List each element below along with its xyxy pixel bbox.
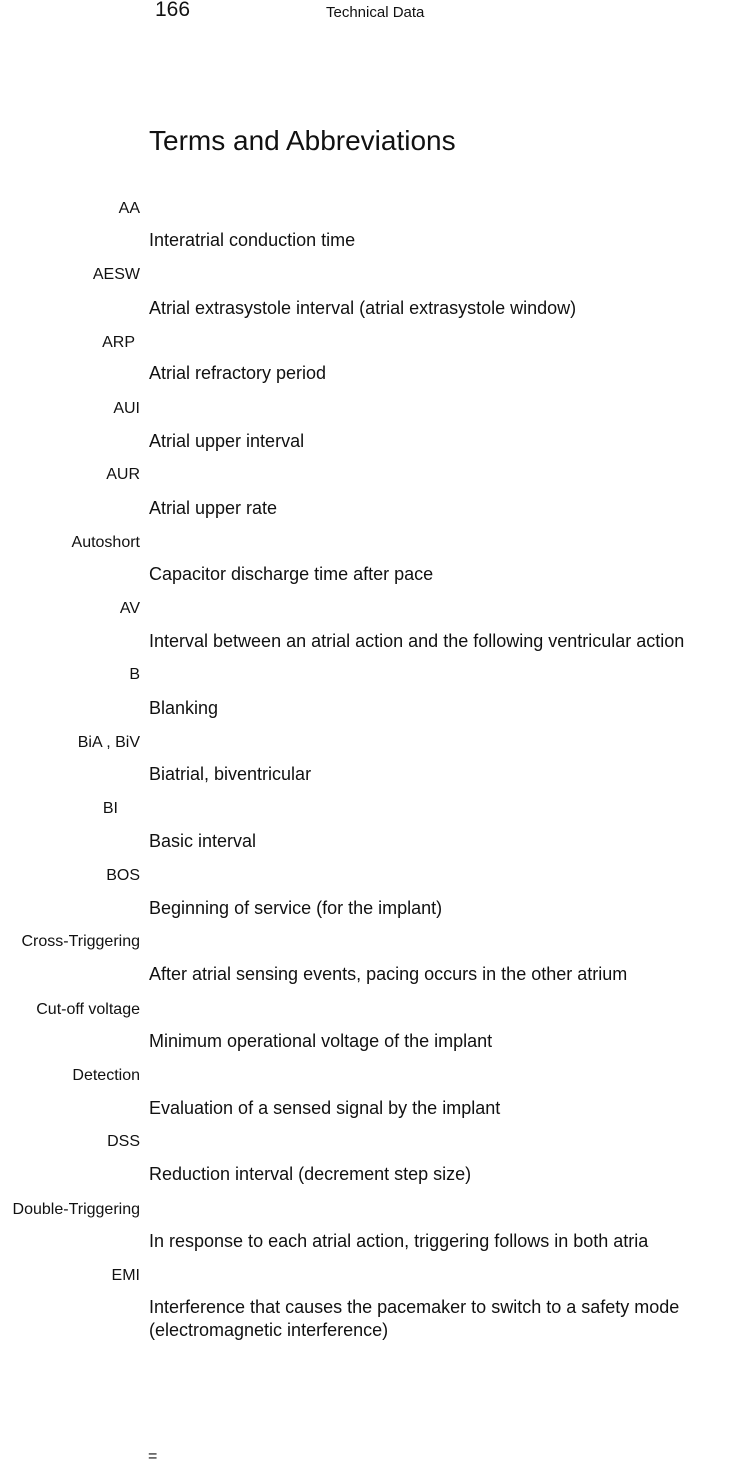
term-cut-off-voltage: Cut-off voltage — [36, 1001, 140, 1018]
term-dss: DSS — [107, 1133, 140, 1150]
definition-cross-triggering: After atrial sensing events, pacing occurs in the other atrium — [149, 964, 628, 984]
definition-aa: Interatrial conduction time — [149, 230, 356, 250]
term-aa: AA — [118, 200, 140, 217]
term-double-triggering: Double-Triggering — [12, 1201, 140, 1218]
definition-bi: Basic interval — [149, 831, 257, 851]
definition-bos: Beginning of service (for the implant) — [149, 898, 443, 918]
definition-detection: Evaluation of a sensed signal by the implant — [149, 1098, 501, 1118]
term-detection: Detection — [72, 1067, 140, 1084]
term-aui: AUI — [113, 400, 140, 417]
term-aesw: AESW — [92, 266, 140, 283]
term-av: AV — [119, 600, 140, 617]
definition-aur: Atrial upper rate — [149, 498, 278, 518]
footer-mark: = — [148, 1448, 158, 1465]
term-aur: AUR — [106, 466, 140, 483]
definition-emi-continuation: (electromagnetic interference) — [149, 1320, 389, 1340]
running-header: Technical Data — [326, 4, 425, 21]
definition-double-triggering: In response to each atrial action, triggering follows in both atria — [149, 1231, 649, 1251]
definition-bia-biv: Biatrial, biventricular — [149, 764, 312, 784]
term-cross-triggering: Cross-Triggering — [21, 933, 140, 950]
definition-av: Interval between an atrial action and the following ventricular action — [149, 631, 685, 651]
definition-emi: Interference that causes the pacemaker to switch to a safety mode — [149, 1297, 680, 1317]
term-bi: BI — [102, 800, 118, 817]
definition-autoshort: Capacitor discharge time after pace — [149, 564, 434, 584]
definition-aui: Atrial upper interval — [149, 431, 305, 451]
definition-b: Blanking — [149, 698, 219, 718]
definition-aesw: Atrial extrasystole interval (atrial extrasystole window) — [149, 298, 577, 318]
term-b: B — [129, 666, 140, 683]
definition-cut-off-voltage: Minimum operational voltage of the implant — [149, 1031, 493, 1051]
section-title: Terms and Abbreviations — [149, 125, 456, 156]
term-bos: BOS — [106, 867, 140, 884]
term-bia-biv: BiA , BiV — [77, 734, 140, 751]
definition-dss: Reduction interval (decrement step size) — [149, 1164, 472, 1184]
page-number: 166 — [155, 0, 191, 21]
term-arp: ARP — [102, 334, 135, 351]
term-autoshort: Autoshort — [71, 534, 140, 551]
term-emi: EMI — [111, 1267, 140, 1284]
definition-arp: Atrial refractory period — [149, 363, 327, 383]
